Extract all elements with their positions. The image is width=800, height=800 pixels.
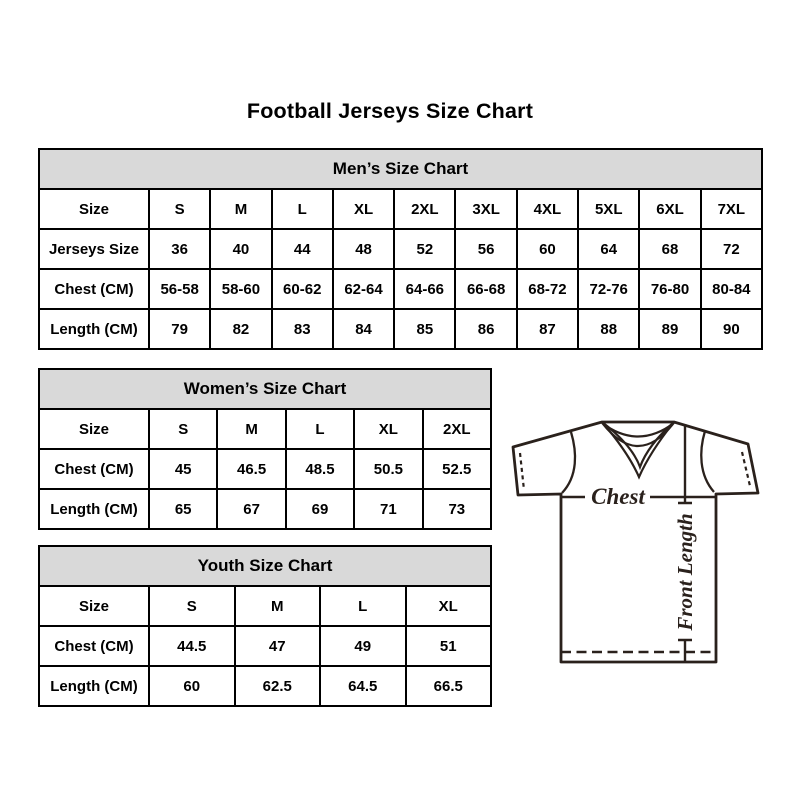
table-row <box>39 489 491 529</box>
size-value-cell: 86 <box>455 309 516 349</box>
size-value-cell: 67 <box>217 489 285 529</box>
size-value-cell: 66.5 <box>406 666 492 706</box>
row-label: Length (CM) <box>39 666 149 706</box>
size-value-cell: 72-76 <box>578 269 639 309</box>
table-row <box>39 586 491 626</box>
size-value-cell: 4XL <box>517 189 578 229</box>
size-value-cell: S <box>149 586 235 626</box>
size-value-cell: 72 <box>701 229 762 269</box>
size-value-cell: L <box>272 189 333 229</box>
table-row <box>39 229 762 269</box>
table-row <box>39 309 762 349</box>
size-value-cell: 5XL <box>578 189 639 229</box>
front-length-label: Front Length <box>673 513 697 631</box>
row-label: Chest (CM) <box>39 626 149 666</box>
size-value-cell: 88 <box>578 309 639 349</box>
chest-label: Chest <box>591 484 645 509</box>
size-value-cell: XL <box>406 586 492 626</box>
size-value-cell: 71 <box>354 489 422 529</box>
mens-size-table <box>38 148 763 350</box>
size-value-cell: 46.5 <box>217 449 285 489</box>
size-value-cell: 62-64 <box>333 269 394 309</box>
size-value-cell: 40 <box>210 229 271 269</box>
row-label: Chest (CM) <box>39 449 149 489</box>
size-value-cell: 36 <box>149 229 210 269</box>
row-label: Jerseys Size <box>39 229 149 269</box>
size-value-cell: 50.5 <box>354 449 422 489</box>
row-label: Size <box>39 189 149 229</box>
size-value-cell: M <box>235 586 321 626</box>
youth-size-table <box>38 545 492 707</box>
row-label: Size <box>39 586 149 626</box>
size-value-cell: 58-60 <box>210 269 271 309</box>
size-value-cell: 56-58 <box>149 269 210 309</box>
size-value-cell: 51 <box>406 626 492 666</box>
size-value-cell: 3XL <box>455 189 516 229</box>
size-value-cell: 60-62 <box>272 269 333 309</box>
table-row <box>39 189 762 229</box>
size-value-cell: 62.5 <box>235 666 321 706</box>
size-value-cell: M <box>217 409 285 449</box>
size-value-cell: 68 <box>639 229 700 269</box>
size-value-cell: 65 <box>149 489 217 529</box>
size-value-cell: 56 <box>455 229 516 269</box>
table-header-row <box>39 149 762 189</box>
size-value-cell: 49 <box>320 626 406 666</box>
size-value-cell: 82 <box>210 309 271 349</box>
size-value-cell: 64.5 <box>320 666 406 706</box>
row-label: Size <box>39 409 149 449</box>
size-value-cell: 44.5 <box>149 626 235 666</box>
womens-table-title: Women’s Size Chart <box>39 369 491 409</box>
size-value-cell: L <box>320 586 406 626</box>
size-value-cell: L <box>286 409 354 449</box>
size-value-cell: S <box>149 189 210 229</box>
size-value-cell: XL <box>333 189 394 229</box>
table-row <box>39 626 491 666</box>
size-value-cell: 44 <box>272 229 333 269</box>
page-title: Football Jerseys Size Chart <box>246 99 534 123</box>
size-value-cell: 45 <box>149 449 217 489</box>
size-value-cell: 47 <box>235 626 321 666</box>
size-value-cell: 90 <box>701 309 762 349</box>
size-value-cell: 6XL <box>639 189 700 229</box>
size-value-cell: 84 <box>333 309 394 349</box>
youth-table-title: Youth Size Chart <box>39 546 491 586</box>
size-value-cell: 48 <box>333 229 394 269</box>
womens-size-table <box>38 368 492 530</box>
size-value-cell: 69 <box>286 489 354 529</box>
size-value-cell: 73 <box>423 489 491 529</box>
size-value-cell: 2XL <box>394 189 455 229</box>
table-row <box>39 449 491 489</box>
size-value-cell: 79 <box>149 309 210 349</box>
size-value-cell: 64 <box>578 229 639 269</box>
table-row <box>39 269 762 309</box>
size-value-cell: 48.5 <box>286 449 354 489</box>
size-value-cell: 60 <box>517 229 578 269</box>
size-value-cell: 83 <box>272 309 333 349</box>
size-value-cell: 60 <box>149 666 235 706</box>
size-value-cell: 64-66 <box>394 269 455 309</box>
size-value-cell: 52.5 <box>423 449 491 489</box>
jersey-diagram <box>495 405 780 675</box>
table-row <box>39 409 491 449</box>
mens-table-title: Men’s Size Chart <box>39 149 762 189</box>
size-value-cell: 89 <box>639 309 700 349</box>
size-value-cell: 87 <box>517 309 578 349</box>
size-value-cell: 66-68 <box>455 269 516 309</box>
size-value-cell: 2XL <box>423 409 491 449</box>
table-header-row <box>39 369 491 409</box>
size-value-cell: S <box>149 409 217 449</box>
row-label: Chest (CM) <box>39 269 149 309</box>
table-row <box>39 666 491 706</box>
size-value-cell: 7XL <box>701 189 762 229</box>
size-value-cell: 85 <box>394 309 455 349</box>
size-value-cell: 52 <box>394 229 455 269</box>
size-value-cell: XL <box>354 409 422 449</box>
size-value-cell: M <box>210 189 271 229</box>
row-label: Length (CM) <box>39 309 149 349</box>
size-value-cell: 76-80 <box>639 269 700 309</box>
table-header-row <box>39 546 491 586</box>
row-label: Length (CM) <box>39 489 149 529</box>
size-value-cell: 68-72 <box>517 269 578 309</box>
size-value-cell: 80-84 <box>701 269 762 309</box>
